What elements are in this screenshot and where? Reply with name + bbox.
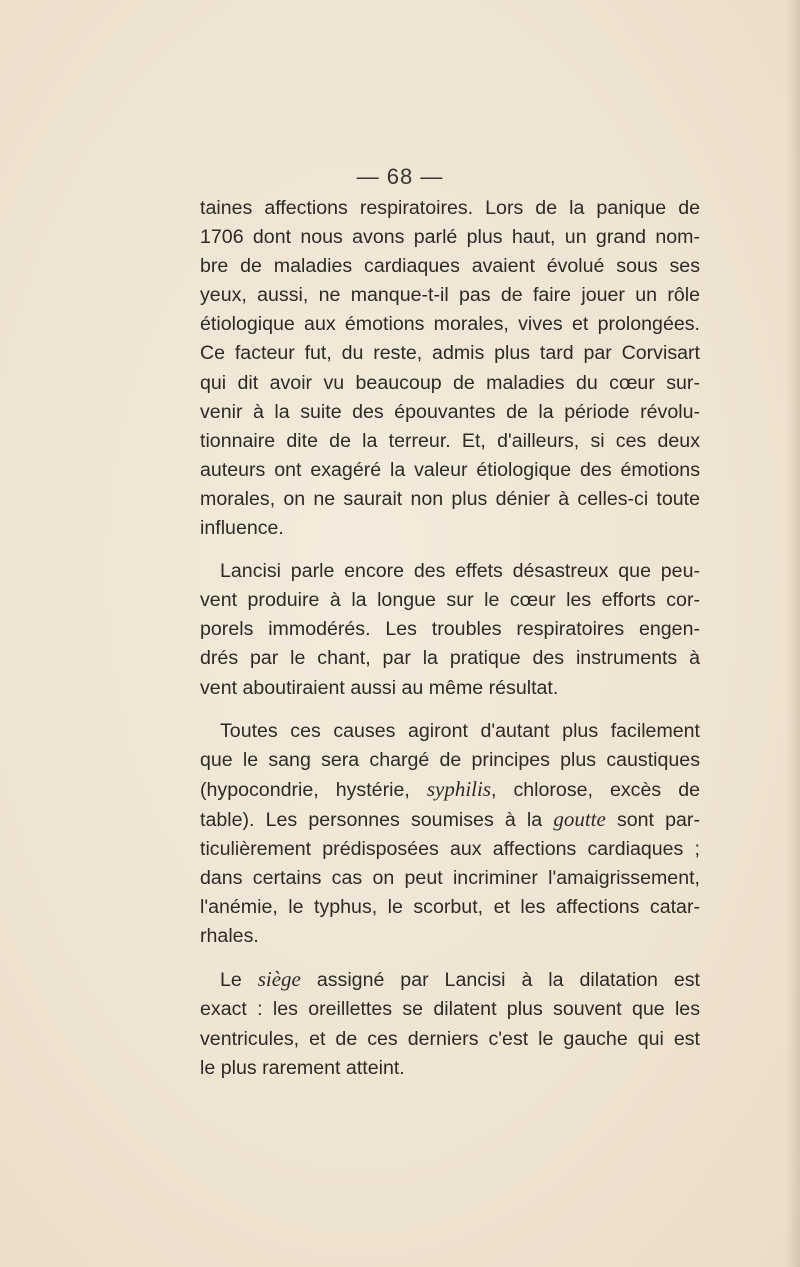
text-line: ticulièrement prédisposées aux affections cardiaques ;: [200, 837, 700, 860]
text-line: [200, 805, 700, 835]
text-line: Ce facteur fut, du reste, admis plus tard par Corvisart: [200, 342, 700, 365]
text-line: bre de maladies cardiaques avaient évolué sous ses: [200, 255, 700, 278]
page-number: — 68 —: [356, 164, 444, 189]
text-line: influence.: [200, 517, 284, 540]
text-line: drés par le chant, par la pratique des instruments à: [200, 647, 700, 670]
body-text: [200, 194, 700, 1097]
text-line: étiologique aux émotions morales, vives et prolongées.: [200, 313, 700, 336]
text-line: 1706 dont nous avons parlé plus haut, un grand nom-: [200, 226, 700, 249]
italic-term: goutte: [553, 806, 606, 831]
text-line: Toutes ces causes agiront d'autant plus facilement: [220, 719, 700, 742]
text-line: ventricules, et de ces derniers c'est le gauche qui est: [200, 1027, 700, 1050]
text-fragment: assigné par Lancisi à la dilatation est: [300, 969, 700, 992]
text-line: morales, on ne saurait non plus dénier à celles-ci toute: [200, 487, 700, 510]
text-line: tionnaire dite de la terreur. Et, d'ailleurs, si ces deux: [200, 429, 700, 452]
text-fragment: Le: [220, 969, 258, 992]
text-line: vent produire à la longue sur le cœur les efforts cor-: [200, 589, 700, 612]
text-line: l'anémie, le typhus, le scorbut, et les affections catar-: [200, 896, 700, 919]
paragraph-1: [200, 194, 700, 543]
text-line: auteurs ont exagéré la valeur étiologique des émotions: [200, 458, 700, 481]
italic-term: syphilis: [426, 776, 491, 801]
text-fragment: table). Les personnes soumises à la: [200, 808, 554, 831]
text-fragment: (hypocondrie, hystérie,: [200, 778, 427, 801]
paragraph-2: [200, 557, 700, 702]
text-line: rhales.: [200, 925, 259, 948]
text-line: [200, 775, 700, 805]
italic-term: siège: [257, 967, 301, 992]
text-line: porels immodérés. Les troubles respiratoires engen-: [200, 618, 700, 641]
text-line: exact : les oreillettes se dilatent plus souvent que les: [200, 998, 700, 1021]
page-edge-shadow: [786, 0, 800, 1267]
paragraph-3: [200, 717, 700, 952]
text-line: que le sang sera chargé de principes plus caustiques: [200, 748, 700, 771]
text-line: [200, 965, 700, 995]
text-line: qui dit avoir vu beaucoup de maladies du cœur sur-: [200, 371, 700, 394]
text-line: dans certains cas on peut incriminer l'amaigrissement,: [200, 867, 700, 890]
text-line: le plus rarement atteint.: [200, 1056, 405, 1079]
text-line: yeux, aussi, ne manque-t-il pas de faire jouer un rôle: [200, 284, 700, 307]
text-fragment: , chlorose, excès de: [491, 778, 700, 801]
paragraph-4: [200, 965, 700, 1082]
text-line: taines affections respiratoires. Lors de la panique de: [200, 197, 700, 219]
text-fragment: sont par-: [605, 808, 700, 831]
text-line: Lancisi parle encore des effets désastreux que peu-: [220, 560, 700, 583]
text-line: venir à la suite des épouvantes de la période révolu-: [200, 400, 700, 423]
text-line: vent aboutiraient aussi au même résultat.: [200, 676, 559, 699]
